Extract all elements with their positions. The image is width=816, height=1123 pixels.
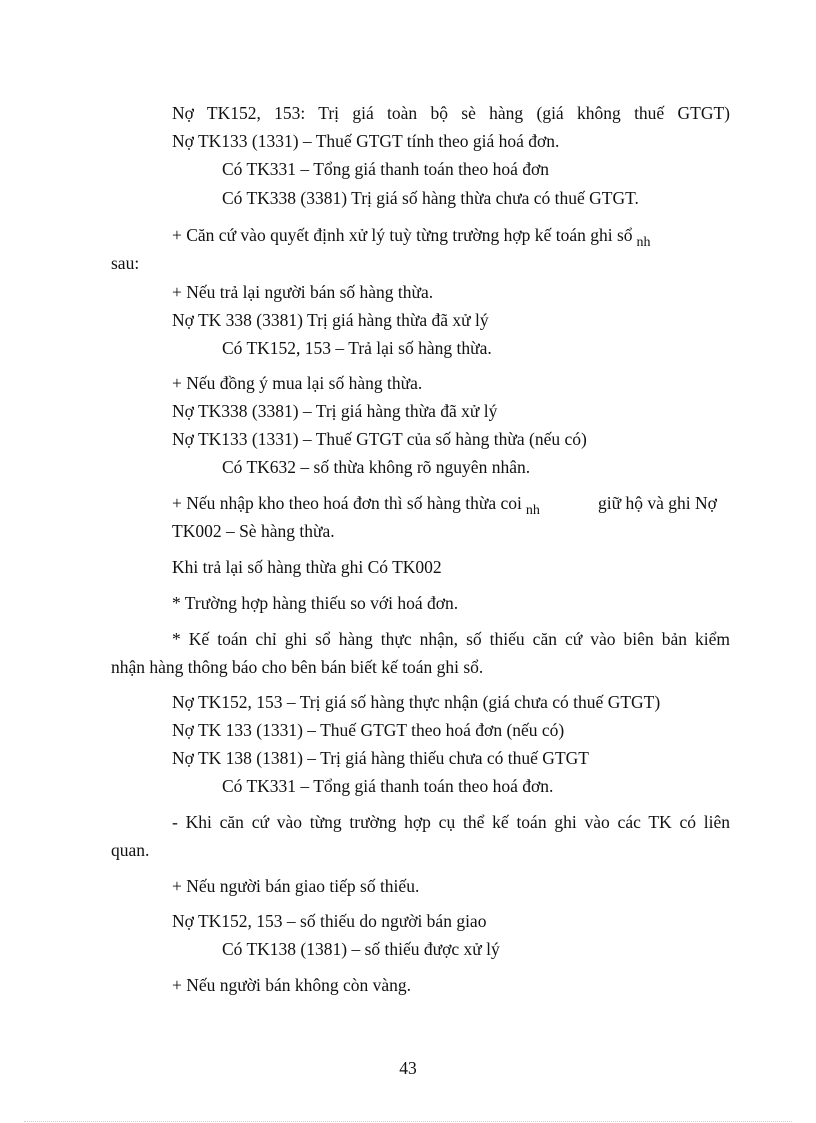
text-line: nhận hàng thông báo cho bên bán biết kế toán ghi sổ. [111, 657, 484, 677]
text-line: Nợ TK133 (1331) – Thuế GTGT tính theo giá hoá đơn. [172, 131, 560, 151]
text-line: Có TK632 – số thừa không rõ nguyên nhân. [222, 457, 531, 477]
text-line [172, 492, 540, 517]
text-line: quan. [111, 840, 150, 860]
text-line: + Nếu người bán giao tiếp số thiếu. [172, 876, 420, 896]
text-line: + Nếu người bán không còn vàng. [172, 975, 412, 995]
text-line: Có TK152, 153 – Trả lại số hàng thừa. [222, 338, 492, 358]
subscript-text: nh [636, 235, 651, 250]
subscript-text: nh [525, 503, 540, 518]
text-line: * Kế toán chỉ ghi sổ hàng thực nhận, số thiếu căn cứ vào biên bản kiểm [172, 629, 730, 649]
text-line: Nợ TK 133 (1331) – Thuế GTGT theo hoá đơn (nếu có) [172, 720, 565, 740]
text-line: Nợ TK152, 153 – Trị giá số hàng thực nhận (giá chưa có thuế GTGT) [172, 692, 661, 712]
text-line: Có TK138 (1381) – số thiếu được xử lý [222, 939, 500, 959]
text-line: Nợ TK152, 153: Trị giá toàn bộ sè hàng (giá không thuế GTGT) [172, 103, 730, 123]
text-line: + Nếu trả lại người bán số hàng thừa. [172, 282, 434, 302]
text-line: + Nếu đồng ý mua lại số hàng thừa. [172, 373, 423, 393]
text-line: Có TK338 (3381) Trị giá số hàng thừa chưa có thuế GTGT. [222, 188, 639, 208]
text-line: Nợ TK 338 (3381) Trị giá hàng thừa đã xử lý [172, 310, 489, 330]
page-number: 43 [399, 1058, 417, 1078]
text-line: Nợ TK 138 (1381) – Trị giá hàng thiếu chưa có thuế GTGT [172, 748, 589, 768]
text-line: Có TK331 – Tổng giá thanh toán theo hoá đơn. [222, 776, 554, 796]
text-line: Nợ TK133 (1331) – Thuế GTGT của số hàng thừa (nếu có) [172, 429, 587, 449]
text-line: - Khi căn cứ vào từng trường hợp cụ thể kế toán ghi vào các TK có liên [172, 812, 730, 832]
text-line: Nợ TK152, 153 – số thiếu do người bán giao [172, 911, 487, 931]
text-line: Nợ TK338 (3381) – Trị giá hàng thừa đã xử lý [172, 401, 498, 421]
text-line: giữ hộ và ghi Nợ [598, 493, 717, 513]
text-line: * Trường hợp hàng thiếu so với hoá đơn. [172, 593, 459, 613]
text-line [172, 224, 651, 249]
text-line: TK002 – Sè hàng thừa. [172, 521, 335, 541]
page-bottom-divider [24, 1121, 792, 1122]
text-line: sau: [111, 253, 140, 273]
line-text: + Căn cứ vào quyết định xử lý tuỳ từng trường hợp kế toán ghi sổ [172, 225, 633, 245]
text-line: Khi trả lại số hàng thừa ghi Có TK002 [172, 557, 442, 577]
line-text: + Nếu nhập kho theo hoá đơn thì số hàng thừa coi [172, 493, 522, 513]
text-line: Có TK331 – Tổng giá thanh toán theo hoá đơn [222, 159, 549, 179]
